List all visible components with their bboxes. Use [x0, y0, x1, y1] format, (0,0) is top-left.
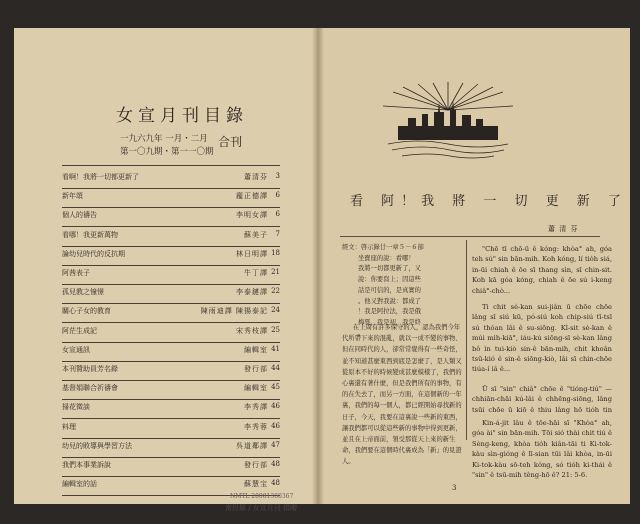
toc-row: [62, 398, 280, 419]
toc-entry-title: 本刊贊助員芳名錄: [62, 365, 118, 373]
toc-entry-author: 李泰鏈譯: [236, 288, 268, 297]
toc-row: [62, 360, 280, 381]
toc-entry-page: 24: [271, 306, 280, 315]
toc-title: 女宣月刊目錄: [116, 106, 248, 126]
toc-entry-author: 發行部: [244, 365, 268, 373]
romanized-paragraph: "Chē tī chō-ū ê kóng: khòa° ah, góa teh sú" sin bān-mih. Koh kóng, lí tio̍h siá, in-ūi chiah ê ōe sī thang sìn, sī chin-sit. Koh kā góa kóng, chiah ê ōe sú i-keng chiâ°-chò...: [472, 245, 612, 295]
city-skyline-illustration: [378, 82, 518, 162]
toc-entry-author: 編輯室: [244, 345, 268, 354]
article-author: 蕭 清 芬: [548, 225, 579, 233]
toc-entry-author: 編輯室: [244, 384, 268, 393]
romanized-paragraph: Ū sī "sin" chiâ° chōe ê "tióng-tiú" — chhiān-chāi kú-lâi ê chhēng-siōng, lâng tsūi chōe ū kiō ê thiu lâng hō tióh tin: [472, 385, 612, 414]
toc-entry-title: 看啊！我將一切都更新了: [62, 173, 139, 181]
verse-top-rule: [340, 236, 600, 237]
toc-entry-page: 18: [271, 248, 280, 257]
toc-row: [62, 245, 280, 266]
toc-entry-author: 蕭清芬: [244, 173, 268, 181]
toc-combined-label: 合刊: [218, 135, 243, 149]
toc-entry-title: 看哪！我更新萬物: [62, 230, 118, 239]
toc-entry-author: 牛丁譯: [244, 269, 268, 277]
toc-entry-page: 22: [271, 287, 280, 296]
toc-entry-page: 3: [275, 172, 280, 180]
toc-entry-title: 個人的禱告: [62, 211, 97, 220]
verse-line: 坐寶座的說：看哪！: [358, 254, 415, 262]
toc-entry-title: 孤兒教之憧憬: [62, 288, 104, 297]
toc-entry-author: 呉道鄰譯: [236, 441, 268, 450]
toc-entry-page: 48: [271, 460, 280, 468]
toc-entry-author: 李秀蓉: [244, 422, 268, 431]
toc-row: [62, 456, 280, 477]
toc-row: [62, 418, 280, 439]
page-number: 3: [452, 484, 457, 492]
toc-row: [62, 283, 280, 304]
toc-row: [62, 226, 280, 247]
article-title: 看 阿！我 將 一 切 更 新 了: [350, 194, 628, 209]
romanized-paragraph: Kin-á-jit lâu ê tōe-hāi sī "Khòa° ah, góa ài" sin bān-mih. Tōi sió thài chit tiú ê Sèng-keng, khòa tióh kiân-tāi ti Ki-tok-kàu sìn-gióng ê lī-sian tūi lâi khòa, in-ūi Ki-tok-kàu sō-teh kóng, só tióh ki-thái ê "sin" ê tsū-mih têng-hō ê? 21: 5-6.: [472, 419, 612, 480]
verse-line: 梅戛，我是初，我是終: [358, 318, 421, 326]
donor-stamp: 南投縣 / 女宣月刊 捐贈: [225, 504, 298, 512]
toc-entry-author: 龐正德譯: [236, 192, 268, 201]
toc-entry-title: 編輯室的話: [62, 480, 97, 489]
toc-entry-author: 宋秀枝譯: [236, 326, 268, 335]
toc-entry-author: 發行部: [244, 461, 268, 469]
toc-entry-page: 6: [275, 210, 280, 219]
verse-line: 。他又對我說：都成了: [358, 297, 421, 305]
toc-entry-page: 45: [271, 383, 280, 392]
toc-entry-page: 46: [271, 421, 280, 430]
romanized-paragraph: Ti chit sè-kan sui-jiân ū chōe chōe lâng sī siú kū, pó-siú koh chip-siú tī-tsī sú thóan lâi ê su-siōng. Kî-sit sè-kan ê múi mi̍h-kiā°, iáu-kú siōng-sī sè-kan lâng bô ìn tui-kiò sin-ê bān-mih, chit khoân tsū-kió ê sin-ê siōng-kiò, lâi sī chin-chōe tiúa-í iâ ê...: [472, 303, 612, 374]
toc-entry-title: 新年頌: [62, 192, 83, 201]
toc-entry-title: 料理: [62, 422, 76, 431]
toc-entry-page: 7: [275, 229, 280, 238]
toc-entry-page: 25: [271, 325, 280, 334]
toc-row: [62, 437, 280, 458]
book-gutter: [312, 28, 324, 504]
verse-line: 。: [358, 329, 365, 337]
toc-entry-page: 21: [271, 268, 280, 276]
toc-entry-title: 我們本事業訴說: [62, 461, 111, 469]
body-text-hanzi: 在上周有許多保守的人，認為我們今年代所帶下來的混亂，就以一成不變的事物、但在同時代的人，卻常常覺得有一些奇怪，並不知道甚麼東西到底是怎麼了，是人類又從原本不好的時候變成甚麼模樣了，我們的心裏還有著什麼，但是我們所有的事物，有的在失去了，而另一方面，在這個新的一年裏，我們的每一個人，都已經開始尋找新的日子，今天，我要在這裏說一些新的東西，讓我們都可以從這些新的事物中得到更新，並且在上帝面前，領受那從天上來的新生命，我們要在這個時代裏成為「新」的見證人。: [342, 324, 462, 466]
toc-entry-page: 47: [271, 440, 280, 449]
column-separator: [466, 240, 467, 440]
toc-entry-title: 關心子女的教育: [62, 307, 111, 316]
toc-row: [62, 341, 280, 362]
verse-line: 話是可信的，是真實的: [358, 286, 421, 294]
toc-entry-author: 林日明譯: [236, 249, 268, 258]
verse-line: 經文：啓示錄廿一章５－６節: [342, 244, 424, 251]
toc-issue: 第一〇九期・第一一〇期: [120, 147, 214, 157]
toc-entry-author: 陳雨迪譯 陳揚泰記: [200, 307, 268, 316]
toc-entry-page: 6: [275, 191, 280, 200]
toc-entry-page: 46: [271, 402, 280, 411]
toc-row: [62, 322, 280, 343]
toc-row: [62, 379, 280, 400]
toc-entry-title: 論幼兒時代的反抗期: [62, 249, 125, 258]
toc-entry-author: 李秀譯: [244, 403, 268, 412]
toc-entry-title: 阿茜表子: [62, 269, 90, 277]
toc-entry-title: 阿茫生成記: [62, 326, 97, 335]
toc-row: [62, 187, 280, 208]
toc-entry-title: 幼兒的敗導與學習方法: [62, 441, 132, 450]
library-stamp: NMTL 20081360367: [230, 493, 294, 500]
toc-entry-author: 蘇慧宝: [244, 480, 268, 489]
toc-row: [62, 168, 280, 189]
toc-entry-page: 44: [271, 364, 280, 372]
toc-entry-title: 女宣通訊: [62, 345, 90, 354]
toc-row: [62, 302, 280, 323]
toc-entry-page: 48: [271, 479, 280, 488]
toc-top-rule: [62, 165, 280, 166]
verse-line: ！我是阿拉法，我是俄: [358, 308, 421, 316]
toc-entry-title: 基督娟聯合祈禱會: [62, 384, 118, 393]
toc-entry-author: 李明女譯: [236, 211, 268, 220]
toc-row: [62, 206, 280, 227]
toc-date: 一九六九年 一月・二月: [120, 134, 208, 144]
toc-row: [62, 264, 280, 285]
verse-line: 我將一切都更新了，又: [358, 265, 421, 273]
toc-entry-title: 掃花徵談: [62, 403, 90, 412]
toc-entry-author: 蘇美子: [244, 230, 268, 239]
verse-line: 說：你要寫上；因這些: [358, 276, 421, 284]
toc-entry-page: 41: [271, 344, 280, 353]
